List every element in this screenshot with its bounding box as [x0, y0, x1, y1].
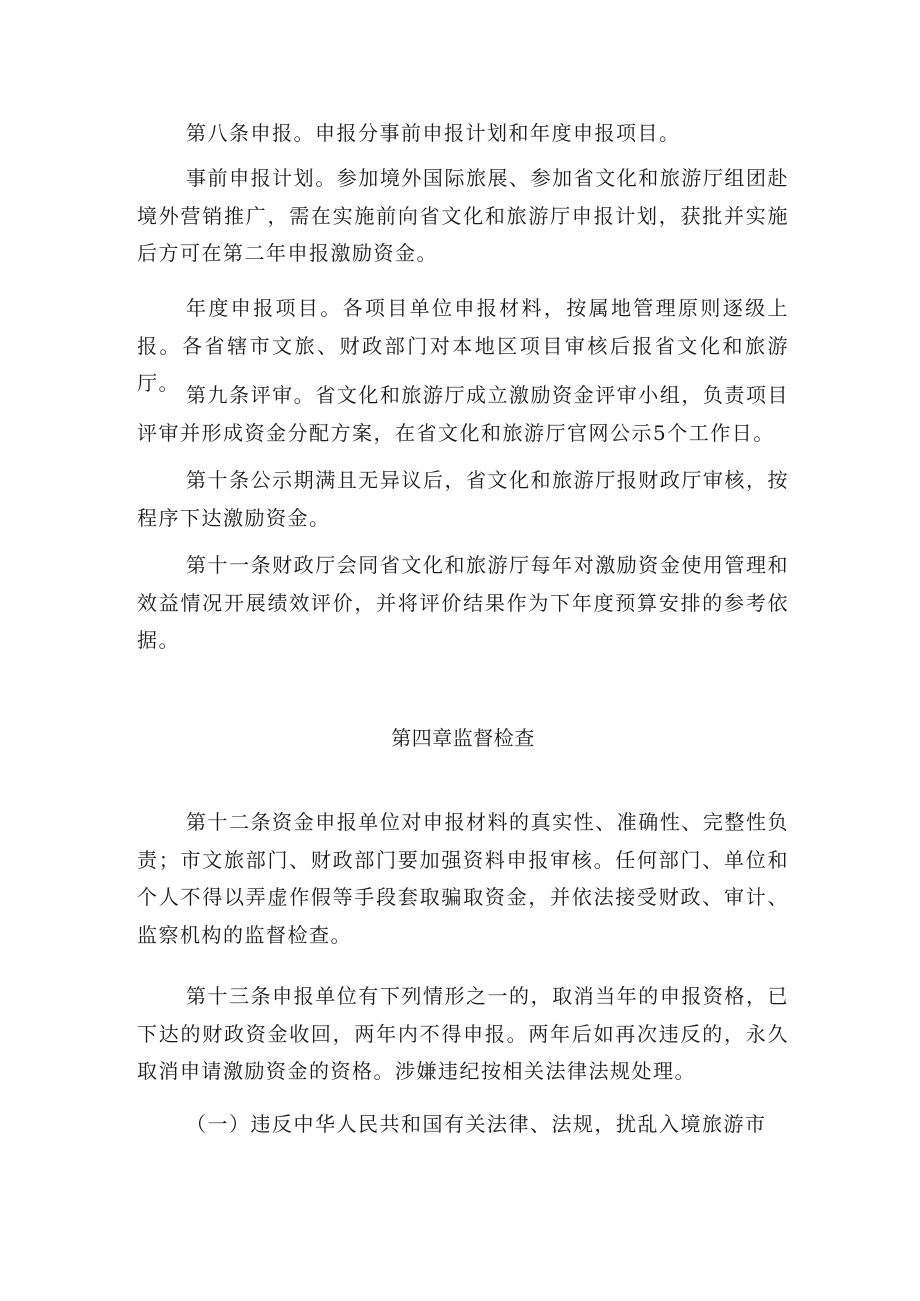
article-13-paragraph: 第十三条申报单位有下列情形之一的，取消当年的申报资格，已下达的财政资金收回，两年内不得申报。两年后如再次违反的，永久取消申请激励资金的资格。涉嫌违纪按相关法律法规处理。 — [137, 984, 789, 1083]
article-9-paragraph: 第九条评审。省文化和旅游厅成立激励资金评审小组，负责项目评审并形成资金分配方案，在省文化和旅游厅官网公示5个工作日。 — [137, 383, 789, 445]
article-11-paragraph: 第十一条财政厅会同省文化和旅游厅每年对激励资金使用管理和效益情况开展绩效评价，并将评价结果作为下年度预算安排的参考依据。 — [137, 553, 789, 652]
article-10-paragraph: 第十条公示期满且无异议后，省文化和旅游厅报财政厅审核，按程序下达激励资金。 — [137, 468, 789, 530]
item-1-paragraph: （一）违反中华人民共和国有关法律、法规，扰乱入境旅游市 — [186, 1112, 767, 1136]
chapter-heading: 第四章监督检查 — [391, 726, 535, 750]
article-8-paragraph: 第八条申报。申报分事前申报计划和年度申报项目。 — [186, 121, 681, 145]
article-12-paragraph: 第十二条资金申报单位对申报材料的真实性、准确性、完整性负责；市文旅部门、财政部门要加强资料申报审核。任何部门、单位和个人不得以弄虚作假等手段套取骗取资金，并依法接受财政、审计、监察机构的监督检查。 — [137, 810, 789, 947]
advance-plan-paragraph: 事前申报计划。参加境外国际旅展、参加省文化和旅游厅组团赴境外营销推广，需在实施前向省文化和旅游厅申报计划，获批并实施后方可在第二年申报激励资金。 — [137, 166, 789, 265]
annual-project-paragraph: 年度申报项目。各项目单位申报材料，按属地管理原则逐级上报。各省辖市文旅、财政部门对本地区项目审核后报省文化和旅游厅。 — [137, 296, 789, 395]
